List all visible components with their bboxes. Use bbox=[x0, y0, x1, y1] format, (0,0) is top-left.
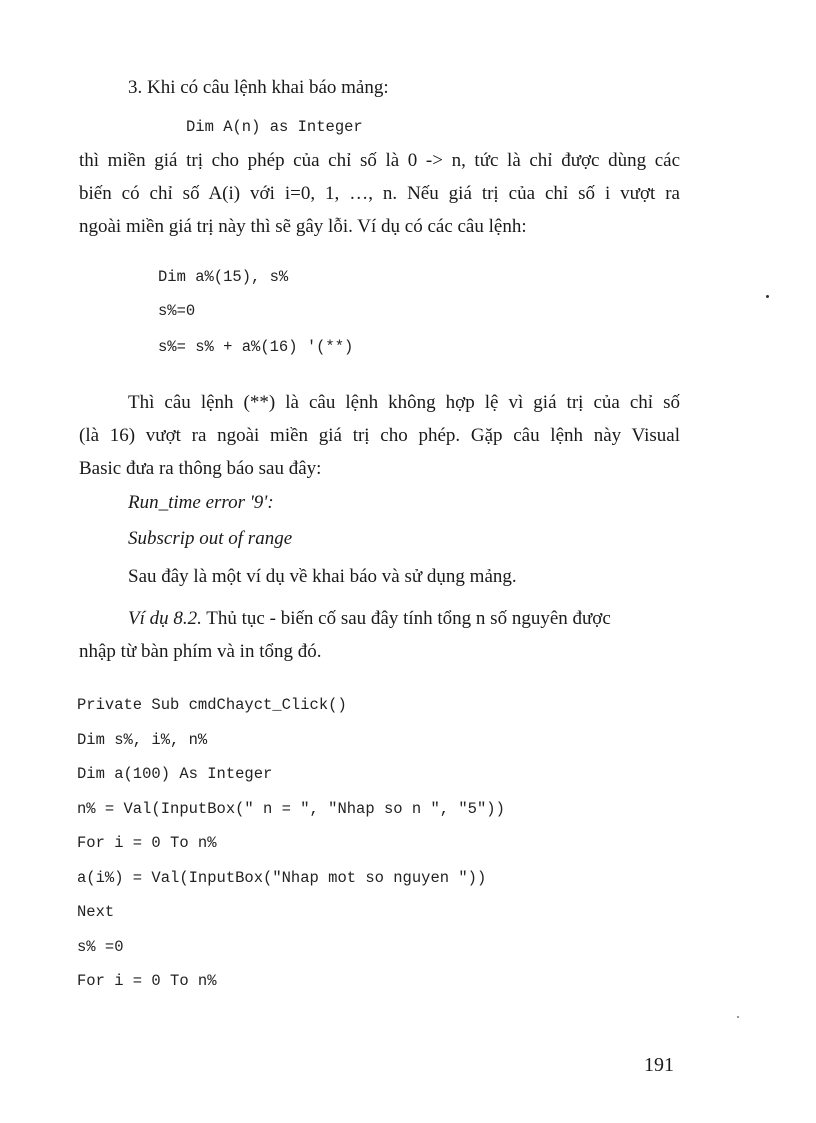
paragraph-1-line-1: thì miền giá trị cho phép của chỉ số là 0 -> n, tức là chỉ được dùng các bbox=[79, 150, 680, 171]
example-line-1 bbox=[128, 608, 611, 630]
code-line: Private Sub cmdChayct_Click() bbox=[77, 696, 347, 714]
example-line-2: nhập từ bàn phím và in tổng đó. bbox=[79, 641, 322, 662]
error-message-line-1: Run_time error '9': bbox=[128, 492, 274, 513]
code-line: Dim a(100) As Integer bbox=[77, 765, 273, 783]
code-line: For i = 0 To n% bbox=[77, 834, 217, 852]
paragraph-1-line-3: ngoài miền giá trị này thì sẽ gây lỗi. Ví dụ có các câu lệnh: bbox=[79, 216, 527, 237]
code-line: Dim s%, i%, n% bbox=[77, 731, 208, 749]
error-message-line-2: Subscrip out of range bbox=[128, 528, 293, 549]
code-line: For i = 0 To n% bbox=[77, 972, 217, 990]
speck-mark bbox=[737, 1016, 739, 1018]
paragraph-2-line-2: (là 16) vượt ra ngoài miền giá trị cho phép. Gặp câu lệnh này Visual bbox=[79, 425, 680, 446]
speck-mark bbox=[766, 295, 769, 298]
code-line: s%=0 bbox=[158, 302, 196, 320]
paragraph-2-line-3: Basic đưa ra thông báo sau đây: bbox=[79, 458, 322, 479]
paragraph-1-line-2: biến có chỉ số A(i) với i=0, 1, …, n. Nếu giá trị của chỉ số i vượt ra bbox=[79, 183, 680, 204]
code-line: Next bbox=[77, 903, 115, 921]
code-line: Dim a%(15), s% bbox=[158, 268, 289, 286]
paragraph-3: Sau đây là một ví dụ về khai báo và sử dụng mảng. bbox=[128, 566, 517, 587]
item-3-heading: 3. Khi có câu lệnh khai báo mảng: bbox=[128, 77, 389, 98]
code-line: n% = Val(InputBox(" n = ", "Nhap so n ", "5")) bbox=[77, 800, 505, 818]
page-number: 191 bbox=[644, 1054, 674, 1076]
code-line: s%= s% + a%(16) '(**) bbox=[158, 338, 354, 356]
example-label: Ví dụ 8.2. bbox=[128, 608, 202, 629]
code-line: a(i%) = Val(InputBox("Nhap mot so nguyen ")) bbox=[77, 869, 487, 887]
paragraph-2-line-1: Thì câu lệnh (**) là câu lệnh không hợp lệ vì giá trị của chỉ số bbox=[128, 392, 680, 413]
example-text: Thủ tục - biến cố sau đây tính tổng n số nguyên được bbox=[201, 608, 611, 629]
dim-declaration-code: Dim A(n) as Integer bbox=[186, 118, 363, 136]
code-line: s% =0 bbox=[77, 938, 124, 956]
